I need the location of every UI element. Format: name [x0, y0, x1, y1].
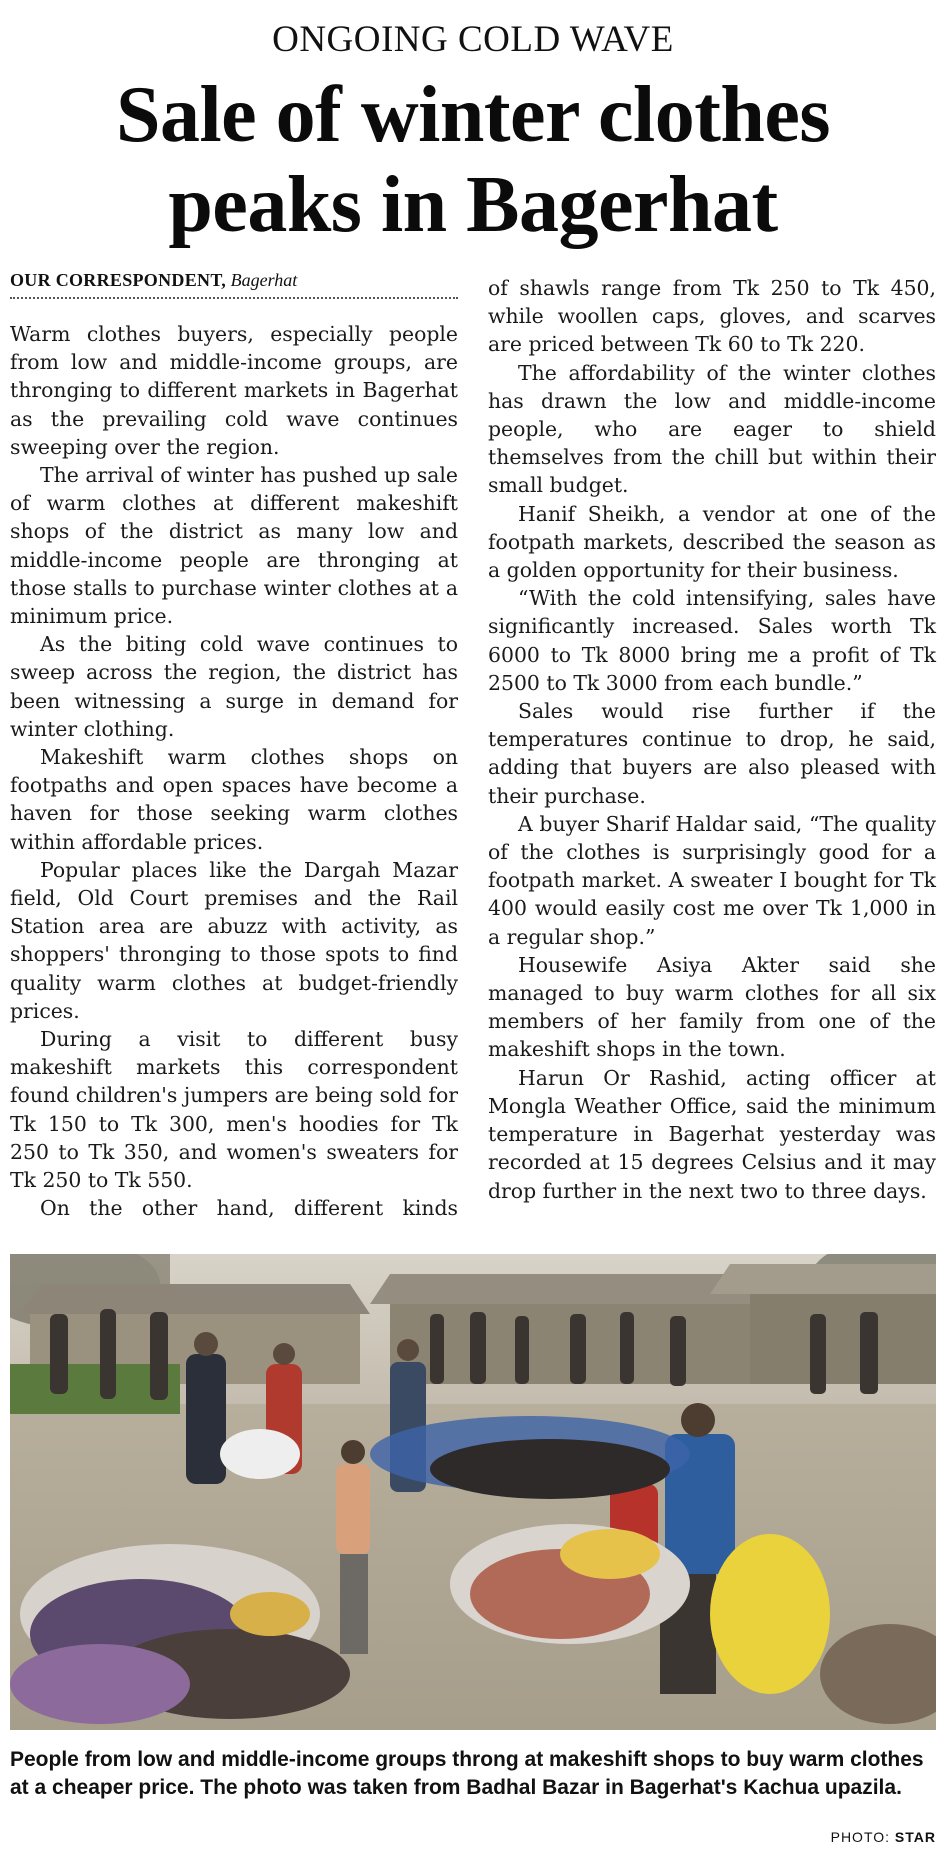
paragraph: Makeshift warm clothes shops on footpaths and open spaces have become a haven for those seeking warm clothes within affordable prices. [10, 745, 458, 854]
paragraph: Harun Or Rashid, acting officer at Mongla Weather Office, said the minimum temperature in Bagerhat yesterday was recorded at 15 degrees Celsius and it may drop further in the next two to three days. [488, 1065, 936, 1203]
market-photo [10, 1254, 936, 1730]
paragraph: Housewife Asiya Akter said she managed to buy warm clothes for all six members of her family from one of the makeshift shops in the town. [488, 952, 936, 1062]
paragraph-continued: of shawls range from Tk 250 to Tk 450, while woollen caps, gloves, and scarves are priced between Tk 60 to Tk 220. [488, 276, 936, 357]
photo-credit-source: STAR [894, 1829, 936, 1845]
market-scene-illustration [10, 1254, 936, 1730]
paragraph: The arrival of winter has pushed up sale of warm clothes at different makeshift shops of the district as many low and middle-income people are thronging at those stalls to purchase winter clothes at a minimum price. [10, 463, 458, 629]
paragraph: As the biting cold wave continues to sweep across the region, the district has been witnessing a surge in demand for winter clothing. [10, 632, 458, 741]
photo-credit [831, 1829, 936, 1845]
paragraph: A buyer Sharif Haldar said, “The quality of the clothes is surprisingly good for a footpath market. A sweater I bought for Tk 400 would easily cost me over Tk 1,000 in a regular shop.” [488, 811, 936, 949]
paragraph: “With the cold intensifying, sales have significantly increased. Sales worth Tk 6000 to Tk 8000 bring me a profit of Tk 2500 to Tk 3000 from each bundle.” [488, 586, 936, 695]
paragraph: Popular places like the Dargah Mazar field, Old Court premises and the Rail Station area are abuzz with activity, as shoppers' thronging to those spots to find quality warm clothes at budget-friendly prices. [10, 857, 458, 1023]
byline [10, 270, 458, 299]
paragraph: The affordability of the winter clothes has drawn the low and middle-income people, who are eager to shield themselves from the chill but within their small budget. [488, 360, 936, 498]
headline-line-1: Sale of winter clothes [115, 71, 831, 159]
article-column-right [488, 274, 936, 1205]
byline-author: OUR CORRESPONDENT, [10, 270, 227, 290]
headline [0, 70, 946, 250]
paragraph: Hanif Sheikh, a vendor at one of the footpath markets, described the season as a golden opportunity for their business. [488, 501, 936, 583]
photo-caption: People from low and middle-income groups throng at makeshift shops to buy warm clothes at a cheaper price. The photo was taken from Badhal Bazar in Bagerhat's Kachua upazila. [10, 1748, 924, 1799]
paragraph: Warm clothes buyers, especially people from low and middle-income groups, are thronging to different markets in Bagerhat as the prevailing cold wave continues sweeping over the region. [10, 322, 458, 459]
paragraph: During a visit to different busy makeshift markets this correspondent found children's jumpers are being sold for Tk 150 to Tk 300, men's hoodies for Tk 250 to Tk 350, and women's sweaters for Tk 250 to Tk 550. [10, 1027, 458, 1193]
kicker: ONGOING COLD WAVE [272, 19, 674, 60]
headline-line-2: peaks in Bagerhat [168, 161, 778, 249]
paragraph: Sales would rise further if the temperatures continue to drop, he said, adding that buyers are also pleased with their purchase. [488, 699, 936, 808]
article-column-left [10, 320, 458, 1223]
photo-credit-label: PHOTO: [830, 1829, 891, 1845]
byline-location: Bagerhat [230, 270, 298, 290]
paragraph: On the other hand, different kinds [40, 1196, 458, 1221]
